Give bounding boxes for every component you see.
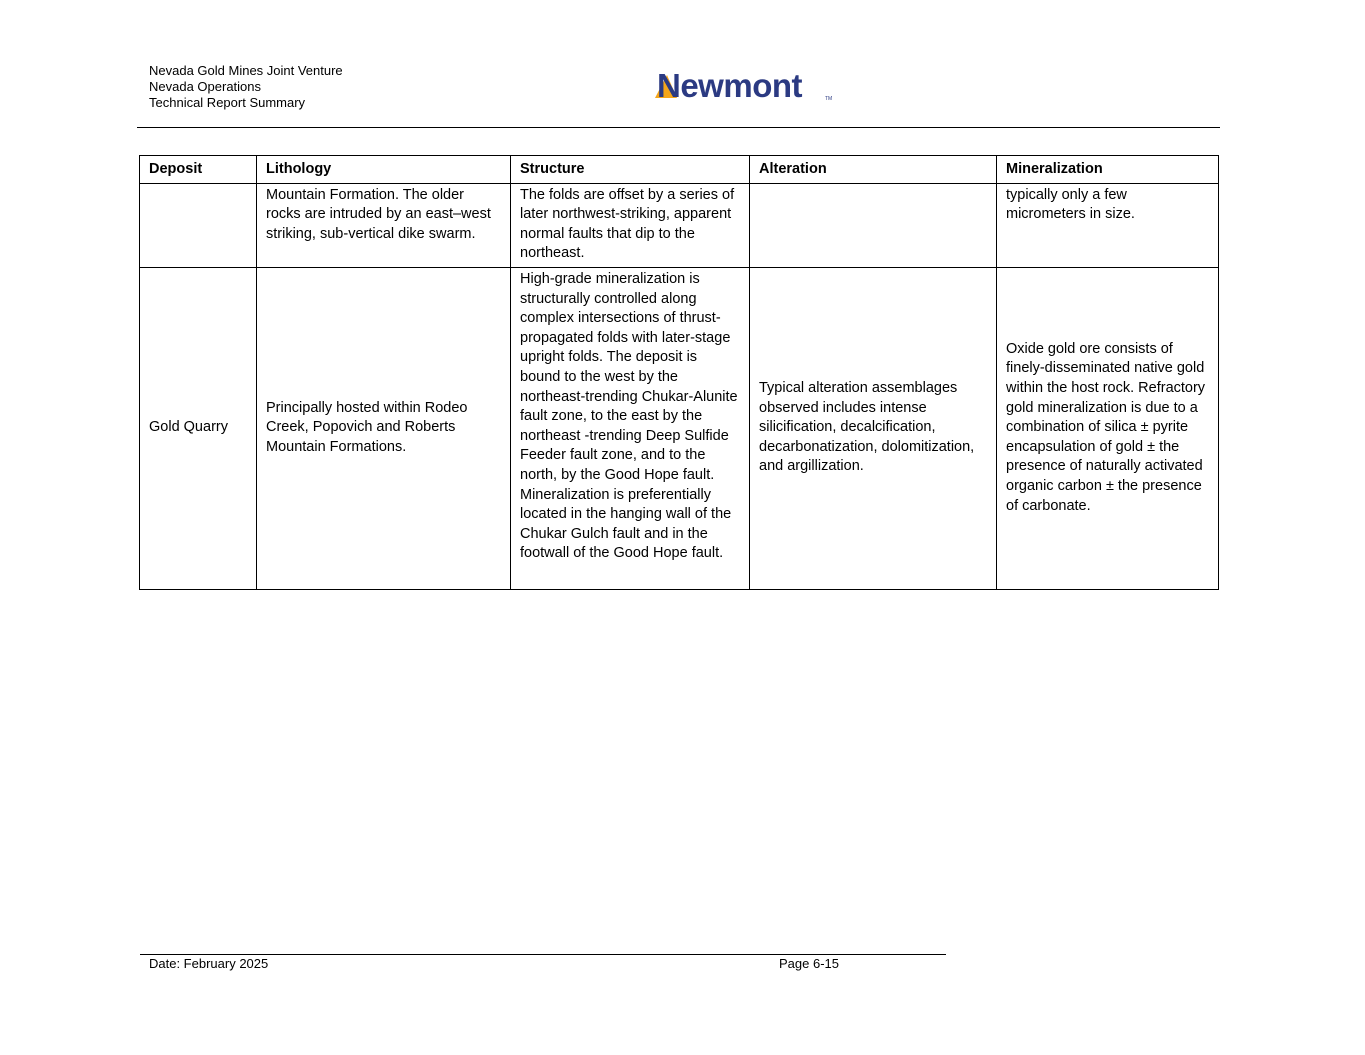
column-header-lithology: Lithology xyxy=(257,156,511,184)
report-header xyxy=(149,63,343,111)
lithology-cell: Principally hosted within Rodeo Creek, Popovich and Roberts Mountain Formations. xyxy=(257,267,511,589)
geology-table xyxy=(139,155,1219,590)
svg-text:Newmont: Newmont xyxy=(657,67,802,104)
column-header-alteration: Alteration xyxy=(750,156,997,184)
alteration-cell xyxy=(750,183,997,267)
lithology-cell: Mountain Formation. The older rocks are intruded by an east–west striking, sub-vertical dike swarm. xyxy=(257,183,511,267)
deposit-cell: Gold Quarry xyxy=(140,267,257,589)
column-header-mineralization: Mineralization xyxy=(997,156,1219,184)
column-header-deposit: Deposit xyxy=(140,156,257,184)
footer-divider xyxy=(140,954,946,955)
structure-cell: The folds are offset by a series of later northwest-striking, apparent normal faults that dip to the northeast. xyxy=(511,183,750,267)
newmont-logo xyxy=(653,66,843,106)
mineralization-cell: Oxide gold ore consists of finely-disseminated native gold within the host rock. Refractory gold mineralization is due to a combination of silica ± pyrite encapsulation of gold ± the presence of naturally activated organic carbon ± the presence of carbonate. xyxy=(997,267,1219,589)
deposit-cell xyxy=(140,183,257,267)
table-row xyxy=(140,183,1219,267)
svg-text:TM: TM xyxy=(825,96,833,102)
mineralization-cell: typically only a few micrometers in size. xyxy=(997,183,1219,267)
header-company: Nevada Gold Mines Joint Venture xyxy=(149,63,343,78)
structure-cell: High-grade mineralization is structurally controlled along complex intersections of thrust-propagated folds with later-stage upright folds. The deposit is bound to the west by the northeast-trending Chukar-Alunite fault zone, to the east by the northeast -trending Deep Sulfide Feeder fault zone, and to the north, by the Good Hope fault. Mineralization is preferentially located in the hanging wall of the Chukar Gulch fault and in the footwall of the Good Hope fault. xyxy=(511,267,750,589)
header-operations: Nevada Operations xyxy=(149,79,262,94)
table-row xyxy=(140,267,1219,589)
header-report-title: Technical Report Summary xyxy=(149,95,306,110)
alteration-cell: Typical alteration assemblages observed includes intense silicification, decalcification, decarbonatization, dolomitization, and argillization. xyxy=(750,267,997,589)
page-number: Page 6-15 xyxy=(779,956,839,971)
footer-date: Date: February 2025 xyxy=(149,956,269,971)
table-header-row xyxy=(140,156,1219,184)
newmont-logo-icon xyxy=(653,66,843,106)
header-divider xyxy=(137,127,1220,128)
column-header-structure: Structure xyxy=(511,156,750,184)
